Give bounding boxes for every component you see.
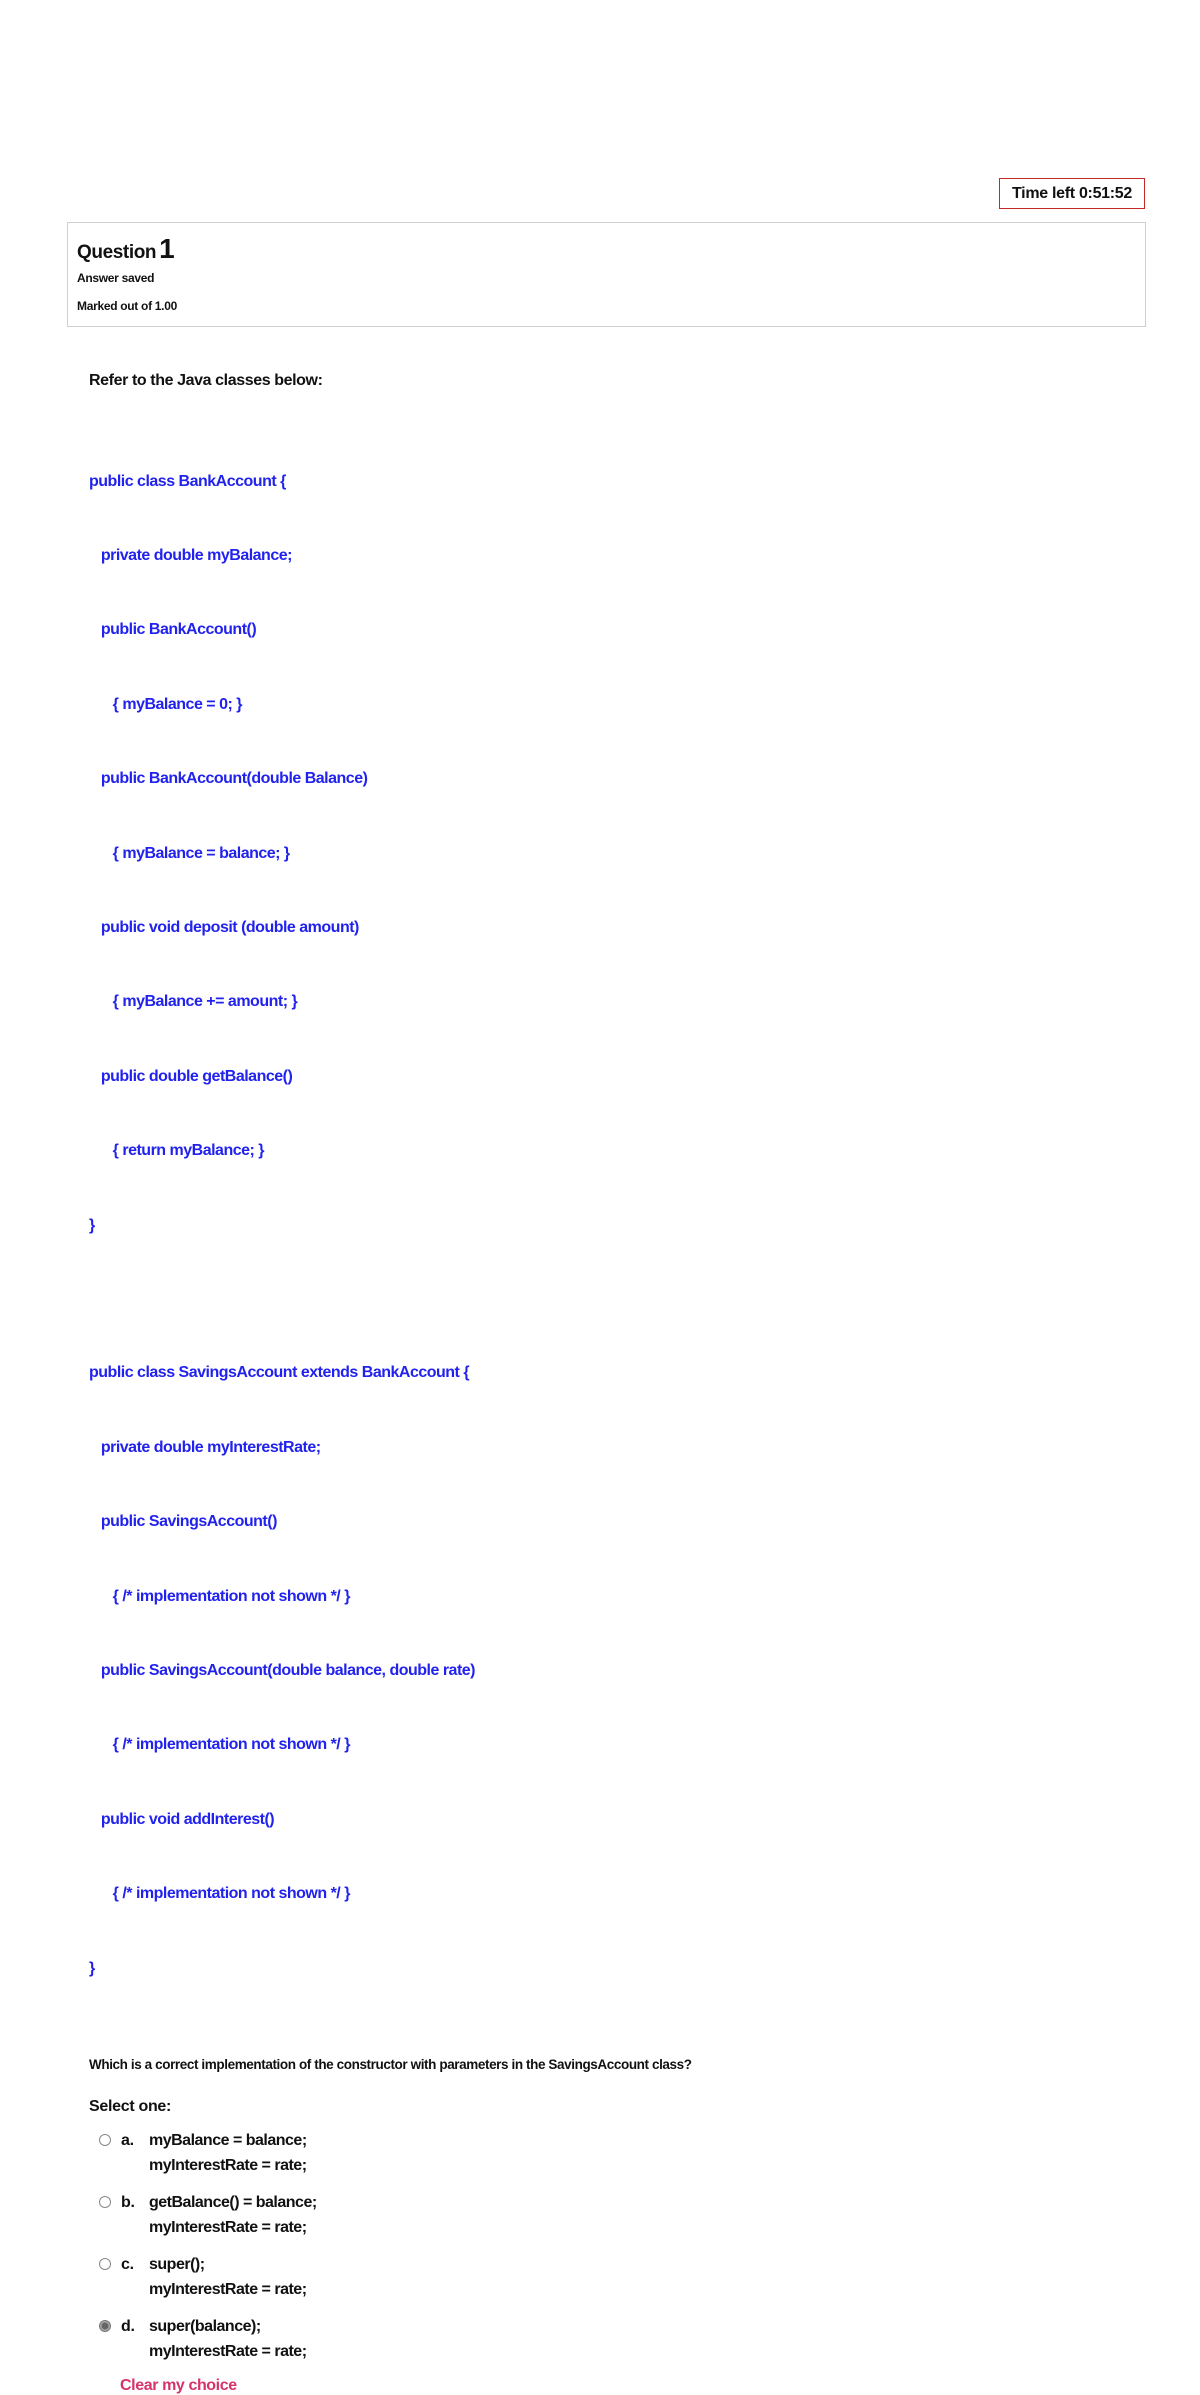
- radio-button-d[interactable]: [99, 2320, 111, 2332]
- code-line: public SavingsAccount(double balance, double rate): [89, 1662, 475, 1680]
- code-line: public class BankAccount {: [89, 472, 286, 490]
- option-line: myInterestRate = rate;: [149, 2156, 307, 2174]
- option-line: myInterestRate = rate;: [149, 2342, 307, 2360]
- time-left-timer: Time left 0:51:52: [999, 178, 1145, 209]
- question-label: Question: [77, 242, 157, 263]
- code-line: { myBalance = balance; }: [89, 844, 290, 862]
- option-line: super(balance);: [149, 2318, 261, 2335]
- question-intro: Refer to the Java classes below:: [89, 372, 323, 389]
- code-line: public void addInterest(): [89, 1810, 275, 1828]
- radio-button-b[interactable]: [99, 2196, 111, 2208]
- answer-option-b[interactable]: [89, 2191, 1089, 2253]
- option-label: c.: [121, 2256, 134, 2273]
- code-line: public BankAccount(): [89, 621, 257, 639]
- code-line: { myBalance += amount; }: [89, 993, 298, 1011]
- option-text: [149, 2315, 307, 2377]
- question-mark: Marked out of 1.00: [77, 299, 177, 313]
- option-line: super();: [149, 2256, 205, 2273]
- option-text: [149, 2253, 307, 2315]
- code-line: { /* implementation not shown */ }: [89, 1885, 350, 1903]
- option-label: b.: [121, 2194, 135, 2211]
- radio-button-c[interactable]: [99, 2258, 111, 2270]
- option-text: [149, 2129, 307, 2191]
- code-line: public double getBalance(): [89, 1067, 293, 1085]
- code-line: public void deposit (double amount): [89, 918, 359, 936]
- answer-option-d[interactable]: [89, 2315, 1089, 2377]
- code-line: }: [89, 1216, 95, 1234]
- question-number: 1: [159, 233, 175, 264]
- answer-options: [89, 2129, 1089, 2377]
- code-line: private double myInterestRate;: [89, 1438, 321, 1456]
- code-line: public class SavingsAccount extends BankAccount {: [89, 1364, 470, 1382]
- code-line: { return myBalance; }: [89, 1142, 265, 1160]
- code-line: { /* implementation not shown */ }: [89, 1587, 350, 1605]
- select-one-label: Select one:: [89, 2098, 172, 2115]
- question-title: [77, 233, 1145, 265]
- option-line: getBalance() = balance;: [149, 2194, 317, 2211]
- code-line: { myBalance = 0; }: [89, 695, 242, 713]
- option-label: a.: [121, 2132, 134, 2149]
- question-content: [89, 372, 1089, 2395]
- code-line: public BankAccount(double Balance): [89, 770, 368, 788]
- code-line: private double myBalance;: [89, 546, 292, 564]
- answer-option-c[interactable]: [89, 2253, 1089, 2315]
- clear-choice-link[interactable]: Clear my choice: [120, 2377, 237, 2394]
- code-line: }: [89, 1959, 95, 1977]
- code-line: public SavingsAccount(): [89, 1513, 277, 1531]
- code-block-bankaccount: [89, 420, 1089, 1288]
- answer-option-a[interactable]: [89, 2129, 1089, 2191]
- option-line: myInterestRate = rate;: [149, 2218, 307, 2236]
- code-block-savingsaccount: [89, 1312, 1089, 2031]
- option-text: [149, 2191, 317, 2253]
- question-info-box: [67, 222, 1146, 327]
- code-line: { /* implementation not shown */ }: [89, 1736, 350, 1754]
- option-line: myBalance = balance;: [149, 2132, 307, 2149]
- answer-state: Answer saved: [77, 271, 155, 285]
- option-line: myInterestRate = rate;: [149, 2280, 307, 2298]
- option-label: d.: [121, 2318, 135, 2335]
- radio-button-a[interactable]: [99, 2134, 111, 2146]
- question-prompt: Which is a correct implementation of the constructor with parameters in the SavingsAccount class?: [89, 2057, 692, 2072]
